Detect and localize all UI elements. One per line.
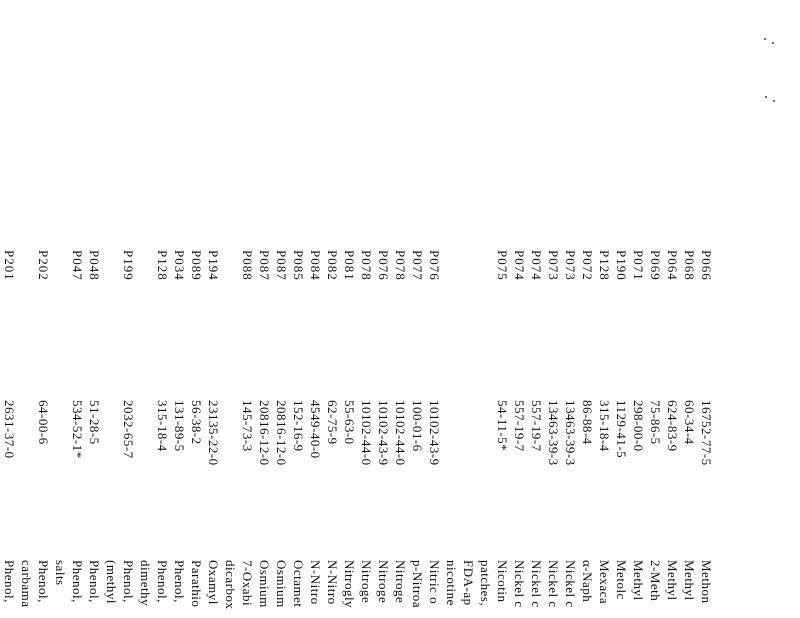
- substance-name-cell: 7-Oxabi: [240, 560, 255, 607]
- cas-number-cell: 4549-40-0: [308, 400, 323, 459]
- substance-name-cell: 2-Meth: [648, 560, 663, 602]
- substance-name-cell: [0, 560, 1, 609]
- waste-code-cell: P194: [206, 250, 221, 281]
- substance-name-cell: Methyl: [682, 560, 697, 601]
- substance-name-cell: nicotine: [444, 560, 459, 606]
- waste-code-cell: P087: [274, 250, 289, 281]
- cas-number-cell: 55-63-0: [342, 400, 357, 445]
- cas-number-cell: 10102-43-9: [427, 400, 442, 466]
- substance-name-cell: Nitroge: [359, 560, 374, 604]
- substance-name-cell: Phenol,: [155, 560, 170, 603]
- scan-specks: [762, 36, 778, 106]
- cas-number-cell: 13463-39-3: [546, 400, 561, 466]
- substance-name-cell: Parathio: [189, 560, 204, 608]
- cas-number-cell: 54-11-5*: [495, 400, 510, 452]
- waste-code-cell: P047: [70, 250, 85, 281]
- substance-name-cell: dimethy: [138, 560, 153, 607]
- waste-code-cell: P075: [495, 250, 510, 281]
- substance-name-cell: Nickel c: [512, 560, 527, 608]
- substance-name-cell: Phenol,: [36, 560, 51, 603]
- cas-number-cell: 23135-22-0: [206, 400, 221, 466]
- cas-number-cell: 2631-37-0: [2, 400, 17, 459]
- waste-code-cell: P072: [580, 250, 595, 281]
- substance-name-cell: Phenol,: [2, 560, 17, 603]
- waste-code-cell: P088: [240, 250, 255, 281]
- substance-name-cell: N-Nitro: [308, 560, 323, 605]
- substance-name-cell: Osmium: [274, 560, 289, 608]
- cas-number-cell: 315-18-4: [155, 400, 170, 452]
- cas-number-cell: 557-19-7: [529, 400, 544, 452]
- cas-number-cell: 145-73-3: [240, 400, 255, 452]
- waste-code-cell: P073: [546, 250, 561, 281]
- cas-number-cell: 20816-12-0: [274, 400, 289, 466]
- substance-name-cell: Nitroge: [376, 560, 391, 604]
- cas-number-cell: 315-18-4: [597, 400, 612, 452]
- substance-name-cell: Phenol,: [121, 560, 136, 603]
- waste-code-cell: P201: [2, 250, 17, 281]
- substance-name-cell: Osmium: [257, 560, 272, 608]
- substance-name-cell: salts: [53, 560, 68, 586]
- cas-number-cell: 131-89-5: [172, 400, 187, 452]
- cas-number-cell: 64-00-6: [36, 400, 51, 445]
- waste-code-cell: P082: [325, 250, 340, 281]
- substance-name-cell: Methyl: [665, 560, 680, 601]
- substance-name-cell: Phenol,: [87, 560, 102, 603]
- cas-number-cell: 624-83-9: [665, 400, 680, 452]
- substance-name-cell: dicarbox: [223, 560, 238, 610]
- cas-number-cell: 56-38-2: [189, 400, 204, 445]
- cas-number-cell: 557-19-7: [512, 400, 527, 452]
- substance-name-cell: Nitrogly: [342, 560, 357, 609]
- cas-number-cell: 86-88-4: [580, 400, 595, 445]
- cas-number-cell: 16752-77-5: [699, 400, 714, 466]
- cas-number-cell: 10102-44-0: [393, 400, 408, 466]
- substance-name-cell: Nitroge: [393, 560, 408, 604]
- substance-name-cell: Mexaca: [597, 560, 612, 605]
- cas-number-cell: 10102-43-9: [376, 400, 391, 466]
- waste-code-cell: P084: [308, 250, 323, 281]
- waste-code-cell: P077: [410, 250, 425, 281]
- waste-code-cell: P073: [563, 250, 578, 281]
- waste-code-cell: P034: [172, 250, 187, 281]
- substance-name-cell: Oxamyl: [206, 560, 221, 605]
- substance-name-cell: FDA-ap: [461, 560, 476, 606]
- cas-number-cell: 152-16-9: [291, 400, 306, 452]
- substance-name-cell: carbama: [19, 560, 34, 608]
- substance-name-cell: Phenol,: [172, 560, 187, 603]
- waste-code-cell: P085: [291, 250, 306, 281]
- waste-code-cell: P202: [36, 250, 51, 281]
- waste-code-cell: P078: [359, 250, 374, 281]
- substance-name-cell: (methyl: [104, 560, 119, 604]
- waste-code-cell: P066: [699, 250, 714, 281]
- substance-name-cell: Nicotin: [495, 560, 510, 603]
- waste-code-cell: P076: [376, 250, 391, 281]
- substance-name-cell: Nickel c: [529, 560, 544, 608]
- cas-number-cell: 2032-65-7: [121, 400, 136, 459]
- waste-code-cell: P048: [87, 250, 102, 281]
- cas-number-cell: 75-86-5: [648, 400, 663, 445]
- substance-name-cell: Octamet: [291, 560, 306, 608]
- substance-name-cell: Methon: [699, 560, 714, 604]
- substance-name-cell: Methyl: [631, 560, 646, 601]
- waste-code-cell: P074: [529, 250, 544, 281]
- substance-name-cell: Phenol,: [70, 560, 85, 603]
- substance-name-cell: Nickel c: [546, 560, 561, 608]
- waste-code-cell: P128: [597, 250, 612, 281]
- cas-number-cell: 13463-39-3: [563, 400, 578, 466]
- substance-name-cell: N-Nitro: [325, 560, 340, 605]
- cas-number-cell: 20816-12-0: [257, 400, 272, 466]
- substance-name-cell: p-Nitroa: [410, 560, 425, 609]
- cas-number-cell: 534-52-1*: [70, 400, 85, 459]
- waste-code-cell: P076: [427, 250, 442, 281]
- waste-code-cell: P068: [682, 250, 697, 281]
- waste-code-cell: P128: [155, 250, 170, 281]
- cas-number-cell: 60-34-4: [682, 400, 697, 445]
- waste-code-cell: P081: [342, 250, 357, 281]
- substance-name-cell: patches,: [478, 560, 493, 607]
- waste-code-cell: P078: [393, 250, 408, 281]
- substance-name-cell: Nickel c: [563, 560, 578, 608]
- waste-code-cell: P199: [121, 250, 136, 281]
- substance-name-cell: α-Naph: [580, 560, 595, 603]
- cas-number-cell: 10102-44-0: [359, 400, 374, 466]
- waste-code-cell: P190: [614, 250, 629, 281]
- waste-code-cell: P087: [257, 250, 272, 281]
- waste-code-cell: P069: [648, 250, 663, 281]
- waste-code-cell: P071: [631, 250, 646, 281]
- cas-number-cell: 51-28-5: [87, 400, 102, 445]
- substance-name-cell: Nitric o: [427, 560, 442, 605]
- cas-number-cell: 100-01-6: [410, 400, 425, 452]
- cas-number-cell: 298-00-0: [631, 400, 646, 452]
- waste-code-cell: P074: [512, 250, 527, 281]
- waste-code-cell: P089: [189, 250, 204, 281]
- waste-code-cell: P064: [665, 250, 680, 281]
- cas-number-cell: 1129-41-5: [614, 400, 629, 459]
- substance-name-cell: Metolc: [614, 560, 629, 600]
- cas-number-cell: 62-75-9: [325, 400, 340, 445]
